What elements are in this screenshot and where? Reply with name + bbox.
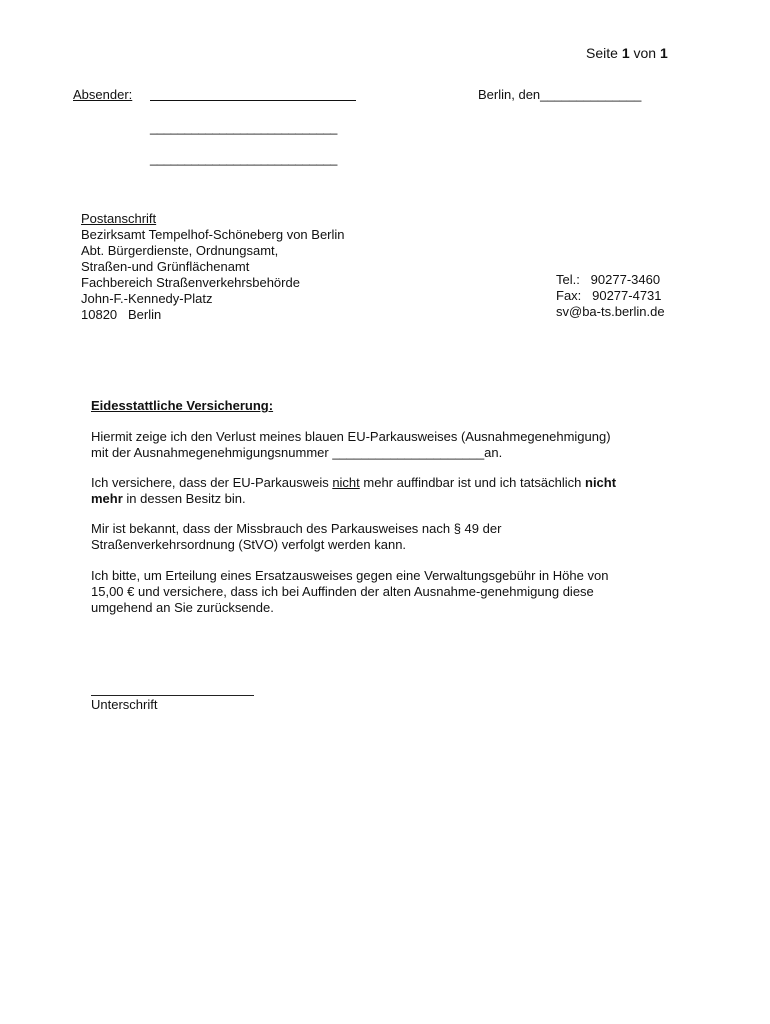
p2-nicht-underlined: nicht: [332, 475, 360, 490]
recipient-heading: Postanschrift: [81, 211, 157, 226]
declaration-paragraph-2: [91, 475, 691, 507]
page-indicator: [586, 45, 668, 61]
p1-line-2[interactable]: mit der Ausnahmegenehmigungsnummer _____________________an.: [91, 445, 503, 460]
page-middle: von: [629, 45, 660, 61]
p4-line-1: Ich bitte, um Erteilung eines Ersatzausweises gegen eine Verwaltungsgebühr in Höhe von: [91, 568, 609, 583]
place-date[interactable]: Berlin, den______________: [478, 87, 642, 102]
declaration-paragraph-4: [91, 568, 691, 616]
declaration-paragraph-3: [91, 521, 691, 553]
contact-tel: Tel.: 90277-3460: [556, 272, 661, 287]
p2-bold-nicht: nicht: [585, 475, 617, 490]
contact-email[interactable]: sv@ba-ts.berlin.de: [556, 304, 665, 319]
p2-text-b: mehr auffindbar ist und ich tatsächlich: [359, 475, 585, 490]
p2-text-c: in dessen Besitz bin.: [122, 491, 246, 506]
signature-label: Unterschrift: [91, 697, 158, 712]
p2-bold-mehr: mehr: [91, 491, 123, 506]
sender-label: Absender:: [73, 87, 133, 102]
recipient-line: John-F.-Kennedy-Platz: [81, 291, 213, 306]
declaration-title: Eidesstattliche Versicherung:: [91, 398, 274, 413]
recipient-line: Straßen-und Grünflächenamt: [81, 259, 250, 274]
declaration-paragraph-1: [91, 429, 691, 461]
page-prefix: Seite: [586, 45, 622, 61]
p4-line-2: 15,00 € und versichere, dass ich bei Auffinden der alten Ausnahme-genehmigung diese: [91, 584, 594, 599]
recipient-line: Fachbereich Straßenverkehrsbehörde: [81, 275, 300, 290]
page-current: 1: [621, 45, 630, 61]
recipient-address: [81, 211, 345, 323]
sender-line-2[interactable]: ___________________________: [150, 120, 338, 135]
signature-line[interactable]: [91, 695, 254, 696]
p3-line-1: Mir ist bekannt, dass der Missbrauch des Parkausweises nach § 49 der: [91, 521, 502, 536]
recipient-line: 10820 Berlin: [81, 307, 162, 322]
p2-line-2: [91, 491, 691, 507]
p3-line-2: Straßenverkehrsordnung (StVO) verfolgt werden kann.: [91, 537, 407, 552]
recipient-line: Bezirksamt Tempelhof-Schöneberg von Berlin: [81, 227, 345, 242]
contact-info: [556, 272, 665, 320]
recipient-line: Abt. Bürgerdienste, Ordnungsamt,: [81, 243, 279, 258]
p2-line-1: [91, 475, 691, 491]
sender-line-3[interactable]: ___________________________: [150, 151, 338, 166]
page-total: 1: [659, 45, 668, 61]
p2-text-a: Ich versichere, dass der EU-Parkausweis: [91, 475, 333, 490]
p4-line-3: umgehend an Sie zurücksende.: [91, 600, 274, 615]
p1-line-1: Hiermit zeige ich den Verlust meines blauen EU-Parkausweises (Ausnahmegenehmigung): [91, 429, 611, 444]
sender-line-1[interactable]: [150, 100, 356, 101]
contact-fax: Fax: 90277-4731: [556, 288, 662, 303]
